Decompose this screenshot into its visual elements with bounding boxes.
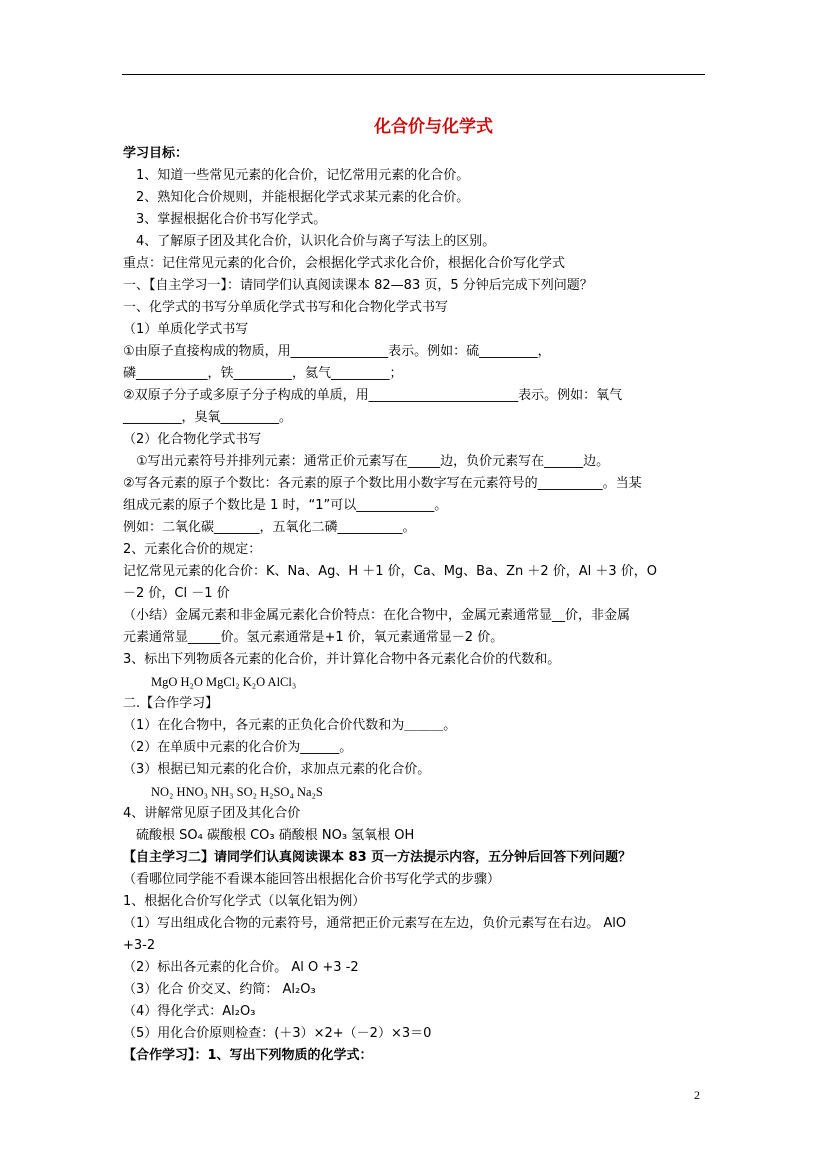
header-rule	[122, 74, 705, 75]
text-line: 记忆常见元素的化合价：K、Na、Ag、H ＋1 价，Ca、Mg、Ba、Zn ＋2 价，Al ＋3 价，O	[123, 564, 658, 579]
text-line: 重点：记住常见元素的化合价，会根据化学式求化合价，根据化合价写化学式	[123, 256, 566, 271]
text-line: （1）在化合物中，各元素的正负化合价代数和为＿＿＿。	[123, 718, 457, 733]
text-line: （5）用化合价原则检查：(＋3）×2+（－2）×3＝0	[123, 1026, 432, 1041]
text-line: 一、化学式的书写分单质化学式书写和化合物化学式书写	[123, 300, 449, 315]
text-line: ①写出元素符号并排列元素：通常正价元素写在_____边，负价元素写在______边。	[136, 454, 610, 469]
text-line: ②双原子分子或多原子分子构成的单质，用_______________________表示。例如：氧气	[123, 388, 623, 403]
text-line: MgO H₂O MgCl₂ K₂O AlCl₃	[151, 675, 297, 689]
text-line: （3）化合 价交叉、约简： Al₂O₃	[123, 982, 316, 997]
text-line: （小结）金属元素和非金属元素化合价特点：在化合物中，金属元素通常显__价，非金属	[123, 608, 631, 623]
page-number: 2	[694, 1088, 700, 1102]
text-line: NO₂ HNO₃ NH₃ SO₂ H₂SO₄ Na₂S	[151, 785, 323, 799]
text-line: 3、标出下列物质各元素的化合价，并计算化合物中各元素化合价的代数和。	[123, 652, 561, 667]
text-line: （1）单质化学式书写	[123, 322, 249, 337]
text-line: －2 价，Cl －1 价	[123, 586, 230, 601]
text-line: （看哪位同学能不看课本能回答出根据化合价书写化学式的步骤）	[123, 872, 501, 887]
text-line: 【自主学习二】请同学们认真阅读课本 83 页一方法提示内容，五分钟后回答下列问题？	[123, 850, 632, 865]
document-body	[123, 143, 713, 1067]
text-line: 2、元素化合价的规定：	[123, 542, 262, 557]
text-line: 3、掌握根据化合价书写化学式。	[136, 212, 327, 227]
text-line: ①由原子直接构成的物质，用_______________表示。例如：硫_________，	[123, 344, 551, 359]
text-line: 4、了解原子团及其化合价，认识化合价与离子写法上的区别。	[136, 234, 496, 249]
text-line: 4、讲解常见原子团及其化合价	[123, 806, 301, 821]
text-line: +3-2	[123, 938, 156, 953]
text-line: 元素通常显_____价。氢元素通常是+1 价，氧元素通常显－2 价。	[123, 630, 504, 645]
text-line: 1、知道一些常见元素的化合价，记忆常用元素的化合价。	[136, 168, 470, 183]
text-line: （1）写出组成化合物的元素符号，通常把正价元素写在左边，负价元素写在右边。 AlO	[123, 916, 627, 931]
text-line: 例如：二氧化碳_______，五氧化二磷__________。	[123, 520, 416, 535]
text-line: （2）化合物化学式书写	[123, 432, 262, 447]
text-line: 二.【合作学习】	[123, 696, 219, 711]
text-line: （3）根据已知元素的化合价，求加点元素的化合价。	[123, 762, 431, 777]
text-line: （2）标出各元素的化合价。 Al O +3 -2	[123, 960, 359, 975]
document-title: 化合价与化学式	[374, 117, 493, 137]
text-line: 一、【自主学习一】：请同学们认真阅读课本 82—83 页，5 分钟后完成下列问题？	[123, 278, 593, 293]
text-line: ②写各元素的原子个数比：各元素的原子个数比用小数字写在元素符号的__________。当某	[123, 476, 642, 491]
text-line: 1、根据化合价写化学式（以氧化铝为例）	[123, 894, 366, 909]
text-line: （4）得化学式：Al₂O₃	[123, 1004, 256, 1019]
text-line: 磷___________，铁_________，氦气_________；	[123, 366, 403, 381]
text-line: 学习目标：	[123, 146, 189, 161]
text-line: _________，臭氧_________。	[123, 410, 293, 425]
text-line: 组成元素的原子个数比是 1 时，“1”可以____________。	[123, 498, 448, 513]
text-line: 硫酸根 SO₄ 碳酸根 CO₃ 硝酸根 NO₃ 氢氧根 OH	[136, 828, 415, 843]
text-line: 2、熟知化合价规则，并能根据化学式求某元素的化合价。	[136, 190, 470, 205]
text-line: （2）在单质中元素的化合价为______。	[123, 740, 353, 755]
text-line: 【合作学习】：1、写出下列物质的化学式：	[123, 1048, 373, 1063]
